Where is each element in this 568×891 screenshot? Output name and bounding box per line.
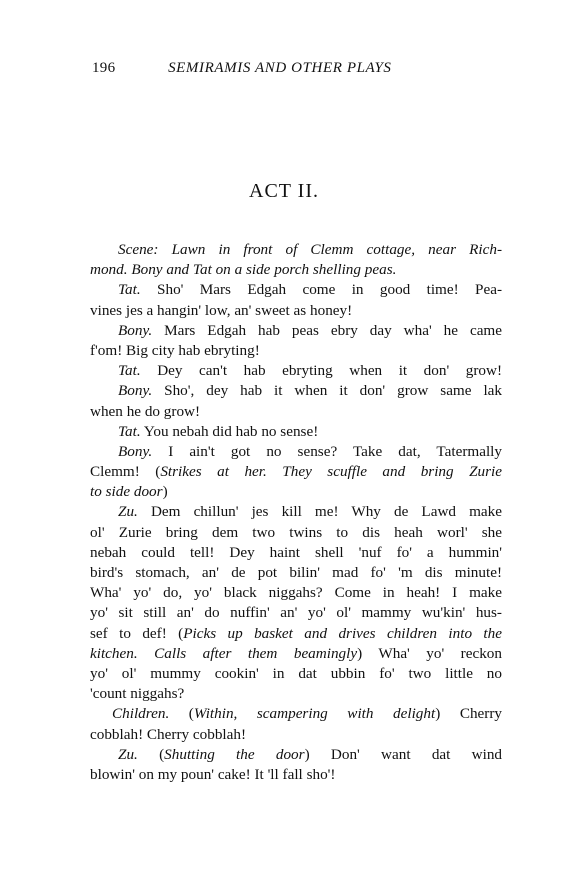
- italic-text: Tat.: [118, 281, 141, 299]
- italic-text: Strikes at her. They scuffle and bring Zurie: [160, 463, 502, 481]
- text-line: [90, 381, 502, 401]
- text-line: [90, 725, 502, 745]
- text-run: blowin' on my poun' cake! It 'll fall sho'!: [90, 765, 336, 783]
- italic-text: mond. Bony and Tat on a side porch shelling peas.: [90, 261, 397, 279]
- text-run: bird's stomach, an' de pot bilin' mad fo' 'm dis minute!: [90, 564, 502, 581]
- text-line: [90, 523, 502, 543]
- text-run: ) Wha' yo' reckon: [357, 644, 502, 662]
- italic-text: Bony.: [118, 442, 153, 460]
- text-line: [90, 442, 502, 462]
- text-run: Clemm! (: [90, 463, 161, 481]
- text-line: [90, 644, 502, 664]
- italic-text: Picks up basket and drives children into the: [183, 624, 502, 642]
- text-run: (: [169, 705, 194, 723]
- text-run: cobblah! Cherry cobblah!: [90, 725, 247, 743]
- text-run: ): [162, 483, 168, 501]
- text-line: [90, 624, 502, 644]
- running-header: [92, 60, 392, 77]
- italic-text: Bony.: [118, 382, 153, 400]
- text-run: Dey can't hab ebryting when it don' grow!: [140, 362, 502, 380]
- text-run: nebah could tell! Dey haint shell 'nuf fo' a hummin': [90, 543, 502, 561]
- text-run: You nebah did hab no sense!: [140, 422, 319, 440]
- italic-text: Within, scampering with delight: [193, 705, 436, 723]
- page-number: 196: [92, 60, 116, 76]
- text-run: [158, 241, 171, 258]
- text-line: [90, 543, 502, 563]
- text-line: [90, 321, 502, 341]
- italic-text: Bony.: [118, 321, 153, 339]
- italic-text: Zu.: [118, 503, 138, 521]
- text-run: Wha' yo' do, yo' black niggahs? Come in heah! I make: [90, 584, 502, 602]
- italic-text: Tat.: [118, 362, 141, 380]
- text-line: [90, 240, 502, 260]
- text-line: [90, 301, 502, 321]
- text-line: [90, 704, 502, 724]
- play-text: [90, 240, 502, 785]
- text-run: ol' Zurie bring dem two twins to dis heah worl' she: [90, 523, 502, 541]
- text-line: [90, 502, 502, 522]
- text-line: [90, 280, 502, 300]
- italic-text: kitchen. Calls after them beamingly: [90, 644, 358, 662]
- text-line: [90, 341, 502, 361]
- text-line: [90, 664, 502, 684]
- text-run: ) Don' want dat wind: [304, 745, 503, 763]
- text-line: [90, 745, 502, 765]
- text-run: Mars Edgah hab peas ebry day wha' he came: [152, 321, 502, 339]
- text-run: ) Cherry: [435, 705, 503, 723]
- text-run: yo' sit still an' do nuffin' an' yo' ol' mammy wu'kin' hus-: [90, 604, 502, 622]
- italic-text: Tat.: [118, 422, 141, 440]
- act-heading: ACT II.: [249, 180, 319, 202]
- italic-text: Zu.: [118, 745, 138, 763]
- text-run: yo' ol' mummy cookin' in dat ubbin fo' two little no: [90, 664, 502, 682]
- italic-text: to side door: [90, 483, 163, 501]
- text-line: [90, 361, 502, 381]
- text-line: [90, 260, 502, 280]
- text-line: [90, 603, 502, 623]
- italic-text: Lawn in front of Clemm cottage, near Rich-: [171, 241, 503, 258]
- text-line: [90, 765, 502, 785]
- text-run: f'om! Big city hab ebryting!: [90, 341, 260, 359]
- text-run: I ain't got no sense? Take dat, Tatermally: [152, 442, 502, 460]
- text-line: [90, 482, 502, 502]
- italic-text: Shutting the door: [164, 745, 305, 763]
- text-line: [90, 563, 502, 583]
- text-line: [90, 684, 502, 704]
- text-run: (: [137, 745, 165, 763]
- text-line: [90, 583, 502, 603]
- text-run: when he do grow!: [90, 402, 201, 420]
- text-run: Dem chillun' jes kill me! Why de Lawd make: [137, 503, 502, 521]
- text-run: Sho' Mars Edgah come in good time! Pea-: [140, 281, 502, 299]
- text-line: [90, 402, 502, 422]
- running-title: SEMIRAMIS AND OTHER PLAYS: [168, 60, 392, 76]
- text-run: vines jes a hangin' low, an' sweet as honey!: [90, 301, 353, 319]
- text-run: Sho', dey hab it when it don' grow same lak: [152, 382, 502, 400]
- text-line: [90, 462, 502, 482]
- italic-text: Children.: [112, 705, 170, 723]
- text-run: 'count niggahs?: [90, 685, 185, 703]
- text-run: sef to def! (: [90, 624, 184, 642]
- italic-text: Scene:: [118, 241, 159, 258]
- text-line: [90, 422, 502, 442]
